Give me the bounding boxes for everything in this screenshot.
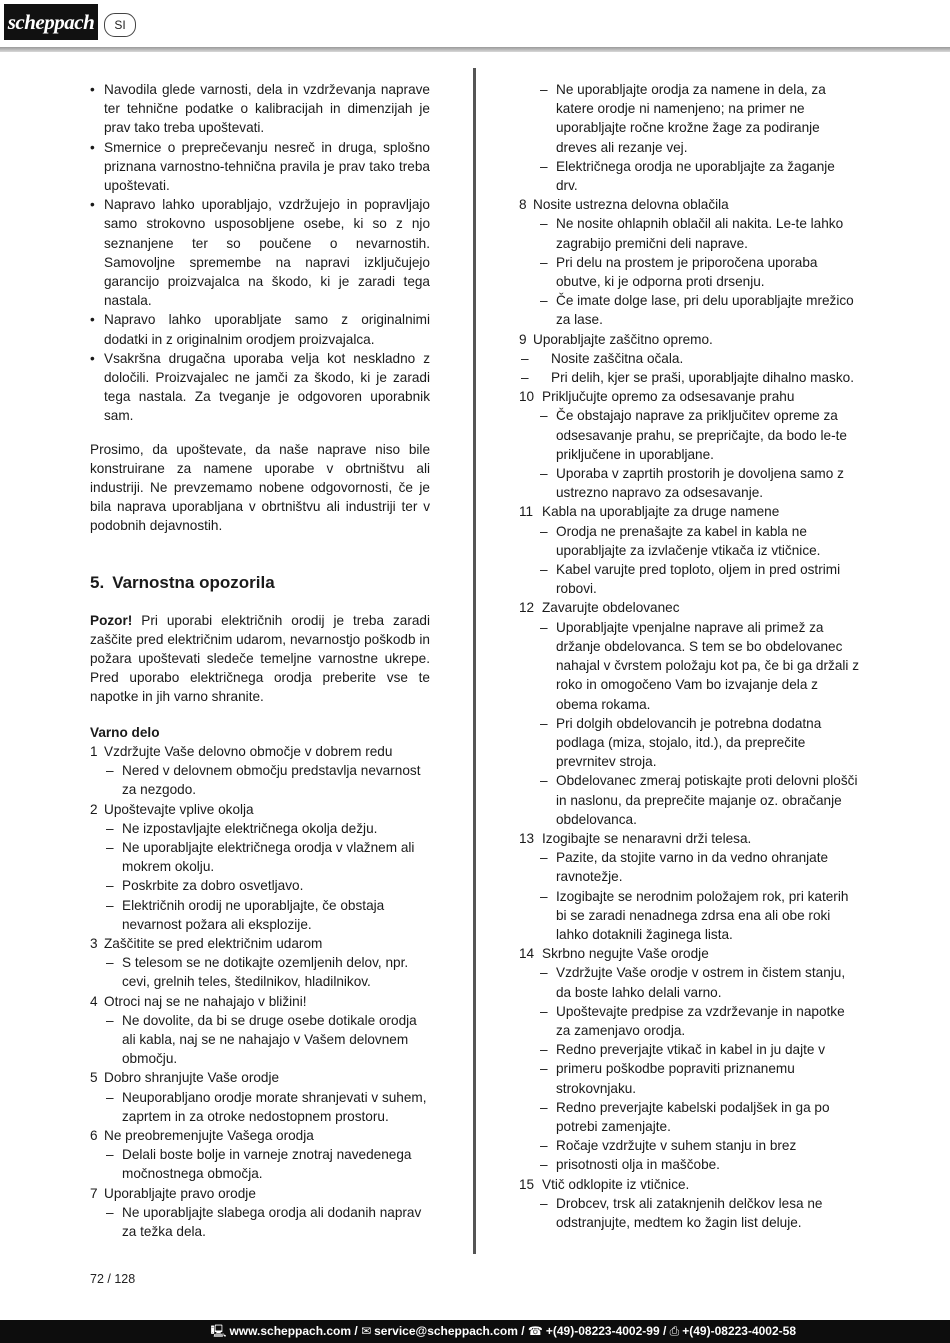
warning-paragraph: Pozor! Pri uporabi električnih orodij je treba zaradi zaščite pred električnim udarom, nevarnostjo poškodb in požara upoštevati sledeče temeljne varnostne ukrepe. Pred uporabo električnega orodja preberite vse te napotke in jih varno shranite. (90, 612, 430, 705)
header-divider (0, 47, 950, 52)
list-item: 1 Vzdržujte Vaše delovno območje v dobrem redu (90, 743, 393, 759)
dash-item: – Neuporabljano orodje morate shranjevati v suhem, zaprtem in za otroke nedostopnem prostoru. (106, 1089, 427, 1124)
list-item: 12 Zavarujte obdelovanec (519, 600, 680, 616)
dash-item: – Obdelovanec zmeraj potiskajte proti delovni plošči in naslonu, da preprečite majanje oz. obračanje obdelovanca. (540, 773, 858, 827)
list-item: 9 Uporabljajte zaščitno opremo. (519, 331, 713, 347)
dash-item: – Pri delih, kjer se praši, uporabljajte dihalno masko. (521, 370, 854, 386)
list-item: 13 Izogibajte se nenaravni drži telesa. (519, 830, 752, 846)
footer-phone: +(49)-08223-4002-99 (545, 1324, 660, 1338)
dash-item: – Električnega orodja ne uporabljajte za žaganje drv. (540, 158, 835, 194)
list-item: 10 Priključujte opremo za odsesavanje prahu (519, 389, 795, 405)
dash-item: – Uporaba v zaprtih prostorih je dovoljena samo z ustrezno napravo za odsesavanje. (540, 466, 844, 501)
dash-item: – Ne dovolite, da bi se druge osebe dotikale orodja ali kabla, naj se ne nahajajo v Vašem delovnem območju. (106, 1012, 417, 1067)
list-item: 4 Otroci naj se ne nahajajo v bližini! (90, 993, 307, 1009)
dash-item: – S telesom se ne dotikajte ozemljenih delov, npr. cevi, grelnih teles, štedilnikov, hladilnikov. (106, 955, 409, 990)
dash-item: – Ne uporabljajte orodja za namene in dela, za katere orodje ni namenjeno; na primer ne uporabljajte ročne krožne žage za podiranje dreves ali rezanje vej. (540, 82, 826, 155)
bullet-list (90, 80, 430, 426)
bullet-item: • Napravo lahko uporabljate samo z originalnimi dodatki in z originalnim orodjem proizvajalca. (90, 312, 430, 347)
warning-label: Pozor! (90, 612, 133, 628)
list-item: 5 Dobro shranjujte Vaše orodje (90, 1070, 280, 1086)
bullet-item: • Napravo lahko uporabljajo, vzdržujejo in popravljajo samo strokovno usposobljene osebe, ki so z njo seznanjene ter so poučene o nevarnostih. Samovoljne spremembe na napravi izključujejo garancijo proizvajalca na škodo, ki je zaradi tega nastala. (90, 197, 430, 309)
section-heading: 5. Varnostna opozorila (90, 572, 275, 592)
list-item: 7 Uporabljajte pravo orodje (90, 1185, 256, 1201)
phone-icon: ☎ (527, 1324, 543, 1338)
dash-item: – Redno preverjajte kabelski podaljšek in ga po potrebi zamenjajte. (540, 1099, 830, 1134)
language-badge: SI (104, 13, 136, 37)
page-number: 72 / 128 (90, 1272, 136, 1286)
footer-fax: +(49)-08223-4002-58 (682, 1324, 796, 1338)
dash-item: – Če imate dolge lase, pri delu uporabljajte mrežico za lase. (540, 293, 854, 328)
brand-logo: scheppach (4, 4, 98, 40)
list-item: 14 Skrbno negujte Vaše orodje (519, 946, 709, 962)
dash-item: – Orodja ne prenašajte za kabel in kabla ne uporabljajte za izvlačenje vtikača iz vtičnice. (540, 523, 821, 558)
dash-item: – Delali boste bolje in varneje znotraj navedenega močnostnega območja. (106, 1147, 412, 1182)
dash-item: – primeru poškodbe popraviti priznanemu strokovnjaku. (540, 1061, 795, 1096)
dash-item: – Ne uporabljajte slabega orodja ali dodanih naprav za težka dela. (106, 1204, 422, 1239)
list-item: 2 Upoštevajte vplive okolja (90, 801, 254, 817)
list-item: 6 Ne preobremenjujte Vašega orodja (90, 1127, 314, 1143)
right-column (519, 80, 859, 1232)
bullet-item: • Vsakršna drugačna uporaba velja kot neskladno z določili. Proizvajalec ne jamči za škodo, ki je zaradi tega nastala. Za tveganje je odgovoren uporabnik sam. (90, 350, 430, 424)
dash-item: – Ne nosite ohlapnih oblačil ali nakita. Le-te lahko zagrabijo premični deli naprave. (540, 216, 844, 251)
dash-item: – Pazite, da stojite varno in da vedno ohranjate ravnotežje. (540, 850, 829, 885)
dash-item: – Pri dolgih obdelovancih je potrebna dodatna podlaga (miza, stojalo, itd.), da preprečite prevrnitev stroja. (540, 715, 822, 770)
footer-email: service@scheppach.com (374, 1324, 518, 1338)
page-footer: 🖳 www.scheppach.com / ✉ service@scheppach.com / ☎ +(49)-08223-4002-99 / ⎙ +(49)-08223-4002-58 (0, 1320, 950, 1343)
email-icon: ✉ (361, 1324, 372, 1338)
dash-item: – Ročaje vzdržujte v suhem stanju in brez (540, 1138, 797, 1154)
dash-item: – Ne izpostavljajte električnega okolja dežju. (106, 820, 378, 836)
dash-item: – Upoštevajte predpise za vzdrževanje in napotke za zamenjavo orodja. (540, 1003, 845, 1038)
intro-paragraph: Prosimo, da upoštevate, da naše naprave niso bile konstruirane za namene uporabe v obrtništvu ali industriji. Ne prevzemamo nobene odgovornosti, če je bila naprava uporabljana v obrtništvu ali industriji ter v podobnih dejavnostih. (90, 441, 430, 534)
dash-item: – Pri delu na prostem je priporočena uporaba obutve, ki je odporna proti drsenju. (540, 254, 818, 290)
left-column (90, 80, 430, 1241)
column-divider (473, 68, 476, 1254)
list-item: 3 Zaščitite se pred električnim udarom (90, 935, 323, 951)
dash-item: – Redno preverjajte vtikač in kabel in ju dajte v (540, 1042, 826, 1058)
dash-item: – Drobcev, trsk ali zataknjenih delčkov lesa ne odstranjujte, medtem ko žagin list deluje. (540, 1195, 823, 1230)
dash-item: – Nosite zaščitna očala. (521, 350, 684, 366)
dash-item: – Poskrbite za dobro osvetljavo. (106, 878, 304, 894)
dash-item: – Ne uporabljajte električnega orodja v vlažnem ali mokrem okolju. (106, 839, 415, 875)
dash-item: – Električnih orodij ne uporabljajte, če obstaja nevarnost požara ali eksplozije. (106, 897, 385, 932)
numbered-list (90, 742, 430, 1241)
dash-item: – Če obstajajo naprave za priključitev opreme za odsesavanje prahu, se prepričajte, da bodo le-te priključene in uporabljane. (540, 408, 847, 462)
fax-icon: ⎙ (669, 1324, 680, 1338)
bullet-item: • Navodila glede varnosti, dela in vzdrževanja naprave ter tehnične podatke o kalibracijah in dimenzijah je prav tako treba upoštevati. (90, 82, 430, 136)
list-item: 15 Vtič odklopite iz vtičnice. (519, 1176, 690, 1192)
dash-item: – Nered v delovnem območju predstavlja nevarnost za nezgodo. (106, 763, 421, 798)
dash-item: – Uporabljajte vpenjalne naprave ali primež za držanje obdelovanca. S tem se bo obdelovanec nahajal v čvrstem položaju kot pa, če bi ga držali z roko in omogočeno Vam bo izvajanje dela z obema rokama. (540, 619, 859, 712)
dash-item: – prisotnosti olja in maščobe. (540, 1157, 720, 1173)
footer-web: www.scheppach.com (229, 1324, 352, 1338)
bullet-item: • Smernice o preprečevanju nesreč in druga, splošno priznana varnostno-tehnična pravila je prav tako treba upoštevati. (90, 139, 430, 194)
list-item: 11 Kabla na uporabljajte za druge namene (519, 504, 780, 520)
list-item: 8 Nosite ustrezna delovna oblačila (519, 197, 729, 213)
dash-item: – Kabel varujte pred toploto, oljem in pred ostrimi robovi. (540, 562, 841, 597)
dash-item: – Vzdržujte Vaše orodje v ostrem in čistem stanju, da boste lahko delali varno. (540, 965, 846, 1000)
computer-icon: 🖳 (210, 1324, 227, 1338)
page-header (0, 0, 950, 50)
subheading: Varno delo (90, 724, 160, 740)
dash-item: – Izogibajte se nerodnim položajem rok, pri katerih bi se zaradi nenadnega zdrsa ena ali obe roki lahko dotaknili žaginega lista. (540, 888, 849, 942)
